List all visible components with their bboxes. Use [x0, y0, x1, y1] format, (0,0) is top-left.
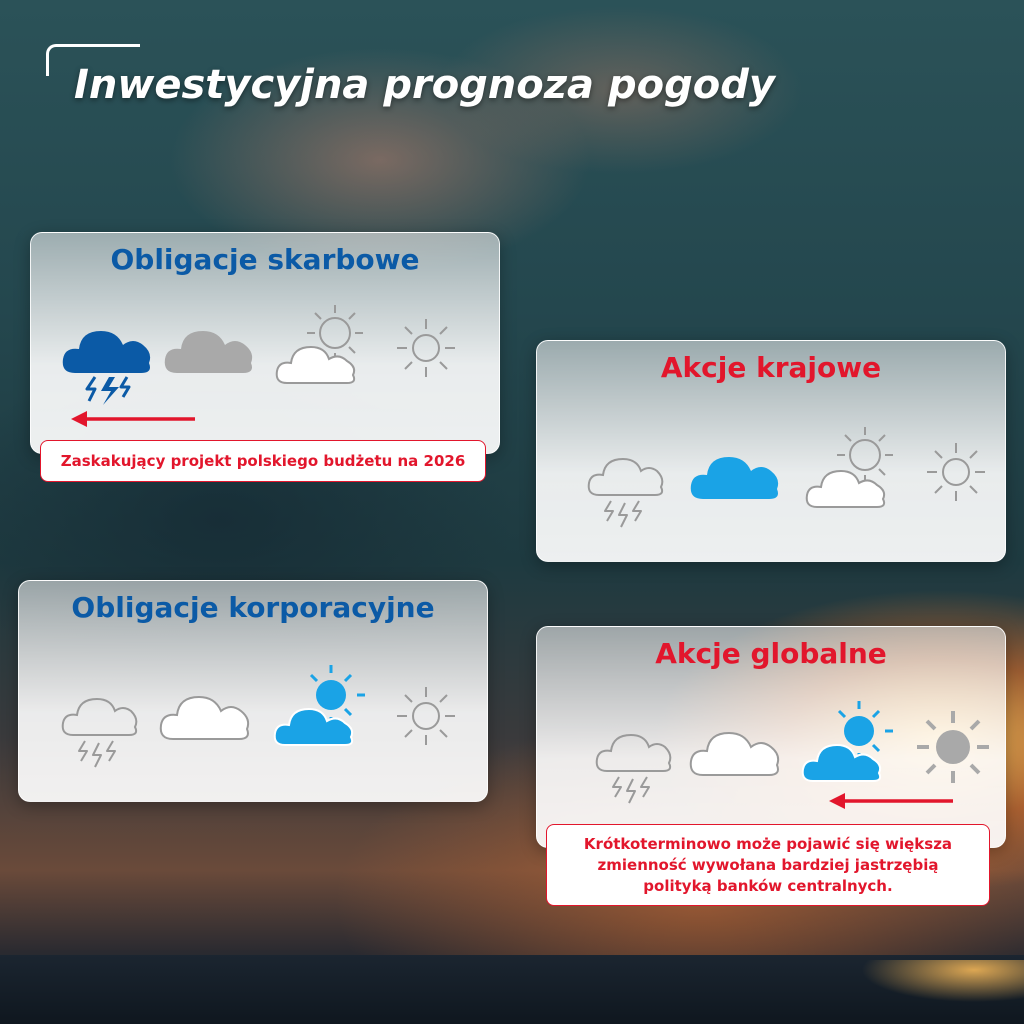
card-title: Akcje krajowe	[660, 351, 882, 384]
note-obligacje-skarbowe: Zaskakujący projekt polskiego budżetu na 2026	[40, 440, 486, 482]
sun-icon	[393, 315, 459, 381]
card-obligacje-skarbowe	[30, 232, 500, 454]
storm-cloud-icon	[585, 451, 665, 531]
card-title: Obligacje skarbowe	[110, 243, 420, 276]
partly-cloudy-icon	[271, 659, 371, 751]
arrow-left-icon	[71, 409, 197, 429]
cloud-icon	[157, 687, 253, 743]
note-akcje-globalne: Krótkoterminowo może pojawić się większa zmienność wywołana bardziej jastrzębią polityką banków centralnych.	[546, 824, 990, 906]
storm-cloud-icon	[59, 321, 155, 405]
cloud-icon	[687, 447, 783, 503]
partly-cloudy-icon	[799, 695, 899, 787]
sunset-glow	[764, 960, 1024, 1024]
page-title: Inwestycyjna prognoza pogody	[74, 62, 775, 108]
cloud-icon	[161, 321, 257, 377]
card-title: Obligacje korporacyjne	[71, 591, 435, 624]
sun-icon	[923, 439, 989, 505]
storm-cloud-icon	[593, 727, 673, 807]
cloud-icon	[687, 723, 783, 779]
partly-cloudy-icon	[803, 421, 903, 513]
card-obligacje-korporacyjne	[18, 580, 488, 802]
card-akcje-krajowe	[536, 340, 1006, 562]
partly-cloudy-icon	[273, 299, 373, 389]
card-title: Akcje globalne	[655, 637, 887, 670]
arrow-left-icon	[829, 791, 955, 811]
card-akcje-globalne	[536, 626, 1006, 848]
sun-icon	[913, 707, 993, 787]
sun-icon	[393, 683, 459, 749]
storm-cloud-icon	[59, 691, 139, 771]
